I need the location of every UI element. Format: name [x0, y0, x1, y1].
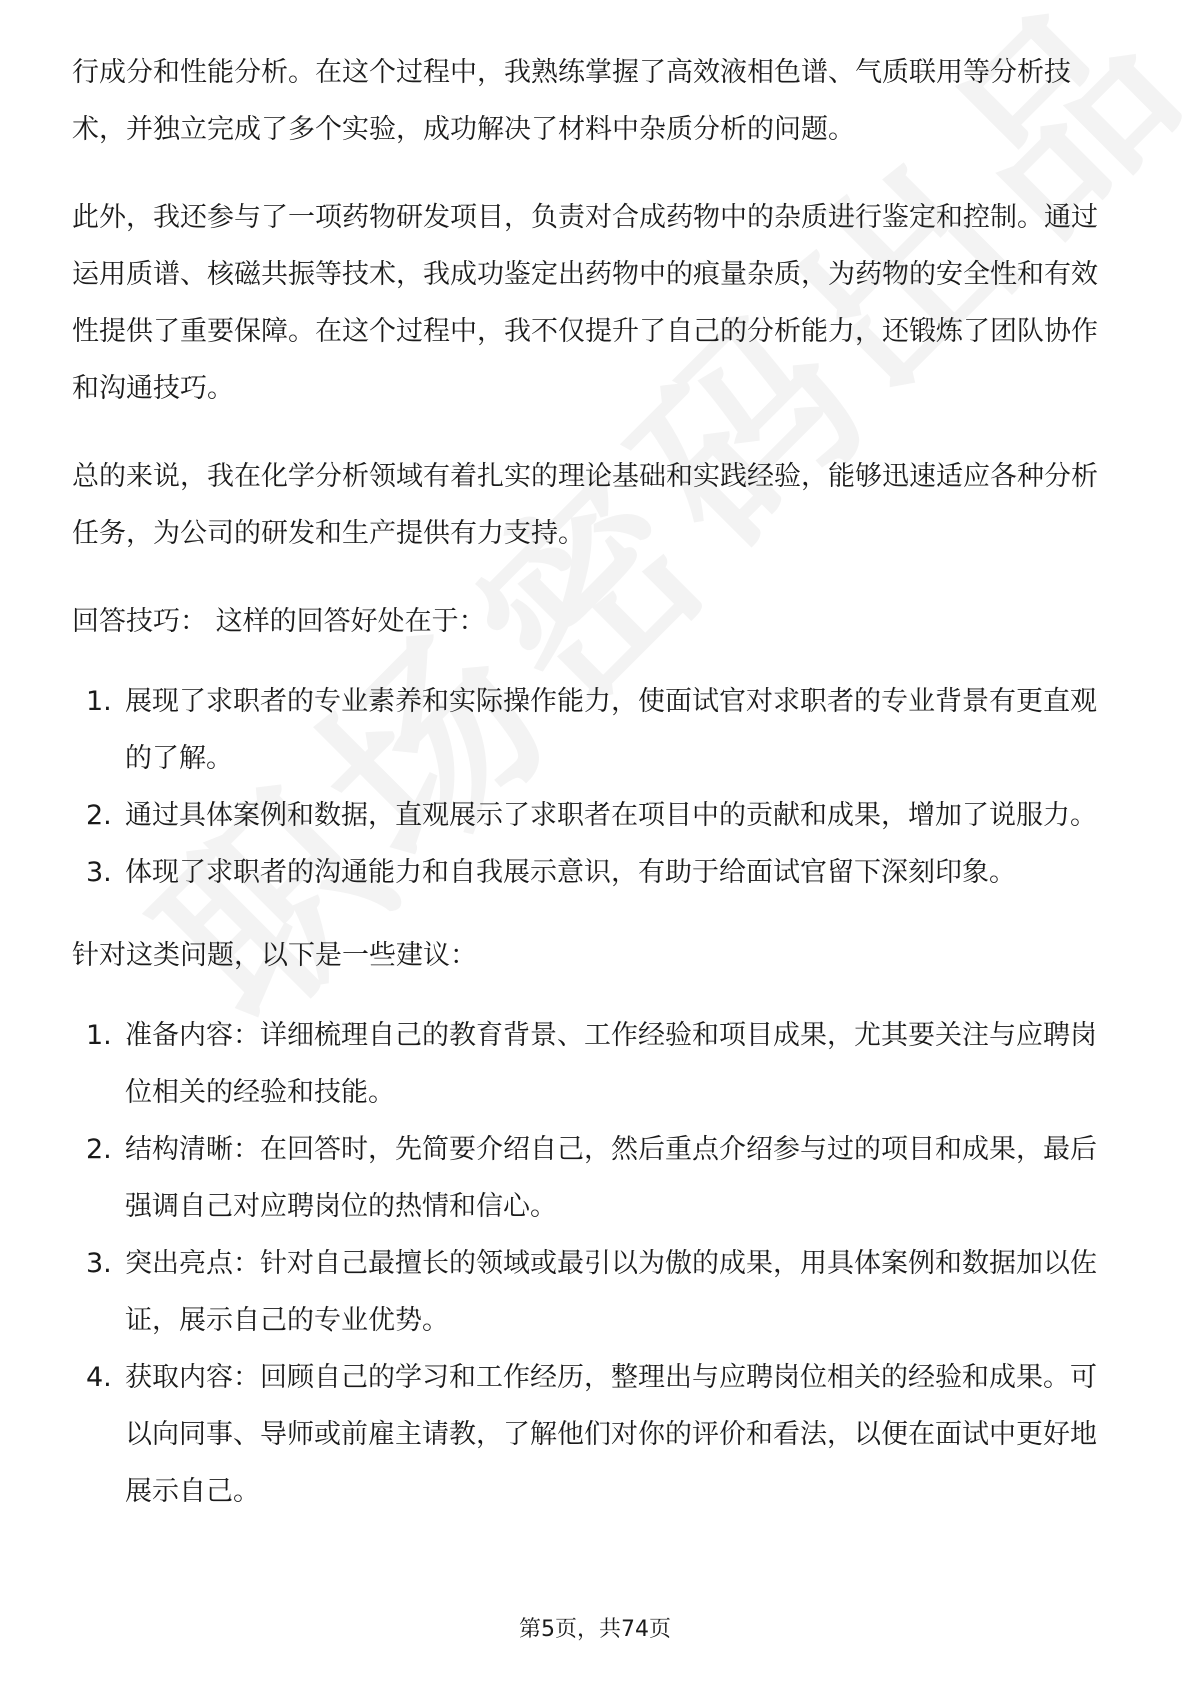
- list-item: [72, 673, 1118, 787]
- list-item: [72, 1349, 1118, 1520]
- paragraph: 此外，我还参与了一项药物研发项目，负责对合成药物中的杂质进行鉴定和控制。通过运用质谱、核磁共振等技术，我成功鉴定出药物中的痕量杂质，为药物的安全性和有效性提供了重要保障。在这个过程中，我不仅提升了自己的分析能力，还锻炼了团队协作和沟通技巧。: [72, 202, 1098, 404]
- list-item: [72, 1007, 1118, 1121]
- advice-list: [72, 1007, 1118, 1520]
- list-number: 3.: [86, 1248, 112, 1279]
- list-number: 4.: [86, 1362, 112, 1393]
- answer-tips-heading: 回答技巧： 这样的回答好处在于：: [72, 606, 486, 637]
- list-item-text: 结构清晰：在回答时，先简要介绍自己，然后重点介绍参与过的项目和成果，最后强调自己对应聘岗位的热情和信心。: [125, 1134, 1097, 1222]
- list-item-text: 通过具体案例和数据，直观展示了求职者在项目中的贡献和成果，增加了说服力。: [125, 800, 1097, 831]
- list-item-text: 准备内容：详细梳理自己的教育背景、工作经验和项目成果，尤其要关注与应聘岗位相关的经验和技能。: [125, 1020, 1097, 1108]
- list-number: 2.: [86, 800, 112, 831]
- list-item: [72, 1121, 1118, 1235]
- list-item-text: 突出亮点：针对自己最擅长的领域或最引以为傲的成果，用具体案例和数据加以佐证，展示自己的专业优势。: [125, 1248, 1097, 1336]
- list-number: 2.: [86, 1134, 112, 1165]
- paragraph: 总的来说，我在化学分析领域有着扎实的理论基础和实践经验，能够迅速适应各种分析任务，为公司的研发和生产提供有力支持。: [72, 461, 1098, 549]
- list-item-text: 展现了求职者的专业素养和实际操作能力，使面试官对求职者的专业背景有更直观的了解。: [125, 686, 1097, 774]
- advice-intro: 针对这类问题，以下是一些建议：: [72, 940, 477, 971]
- document-body: [72, 44, 1118, 1546]
- list-number: 3.: [86, 857, 112, 888]
- list-item-text: 获取内容：回顾自己的学习和工作经历，整理出与应聘岗位相关的经验和成果。可以向同事、导师或前雇主请教，了解他们对你的评价和看法，以便在面试中更好地展示自己。: [125, 1362, 1097, 1507]
- tips-list: [72, 673, 1118, 901]
- list-number: 1.: [86, 686, 112, 717]
- list-item: [72, 844, 1118, 901]
- list-item: [72, 787, 1118, 844]
- paragraph: 行成分和性能分析。在这个过程中，我熟练掌握了高效液相色谱、气质联用等分析技术，并独立完成了多个实验，成功解决了材料中杂质分析的问题。: [72, 57, 1071, 145]
- list-number: 1.: [86, 1020, 112, 1051]
- page-footer: 第5页，共74页: [519, 1617, 671, 1642]
- list-item-text: 体现了求职者的沟通能力和自我展示意识，有助于给面试官留下深刻印象。: [125, 857, 1016, 888]
- list-item: [72, 1235, 1118, 1349]
